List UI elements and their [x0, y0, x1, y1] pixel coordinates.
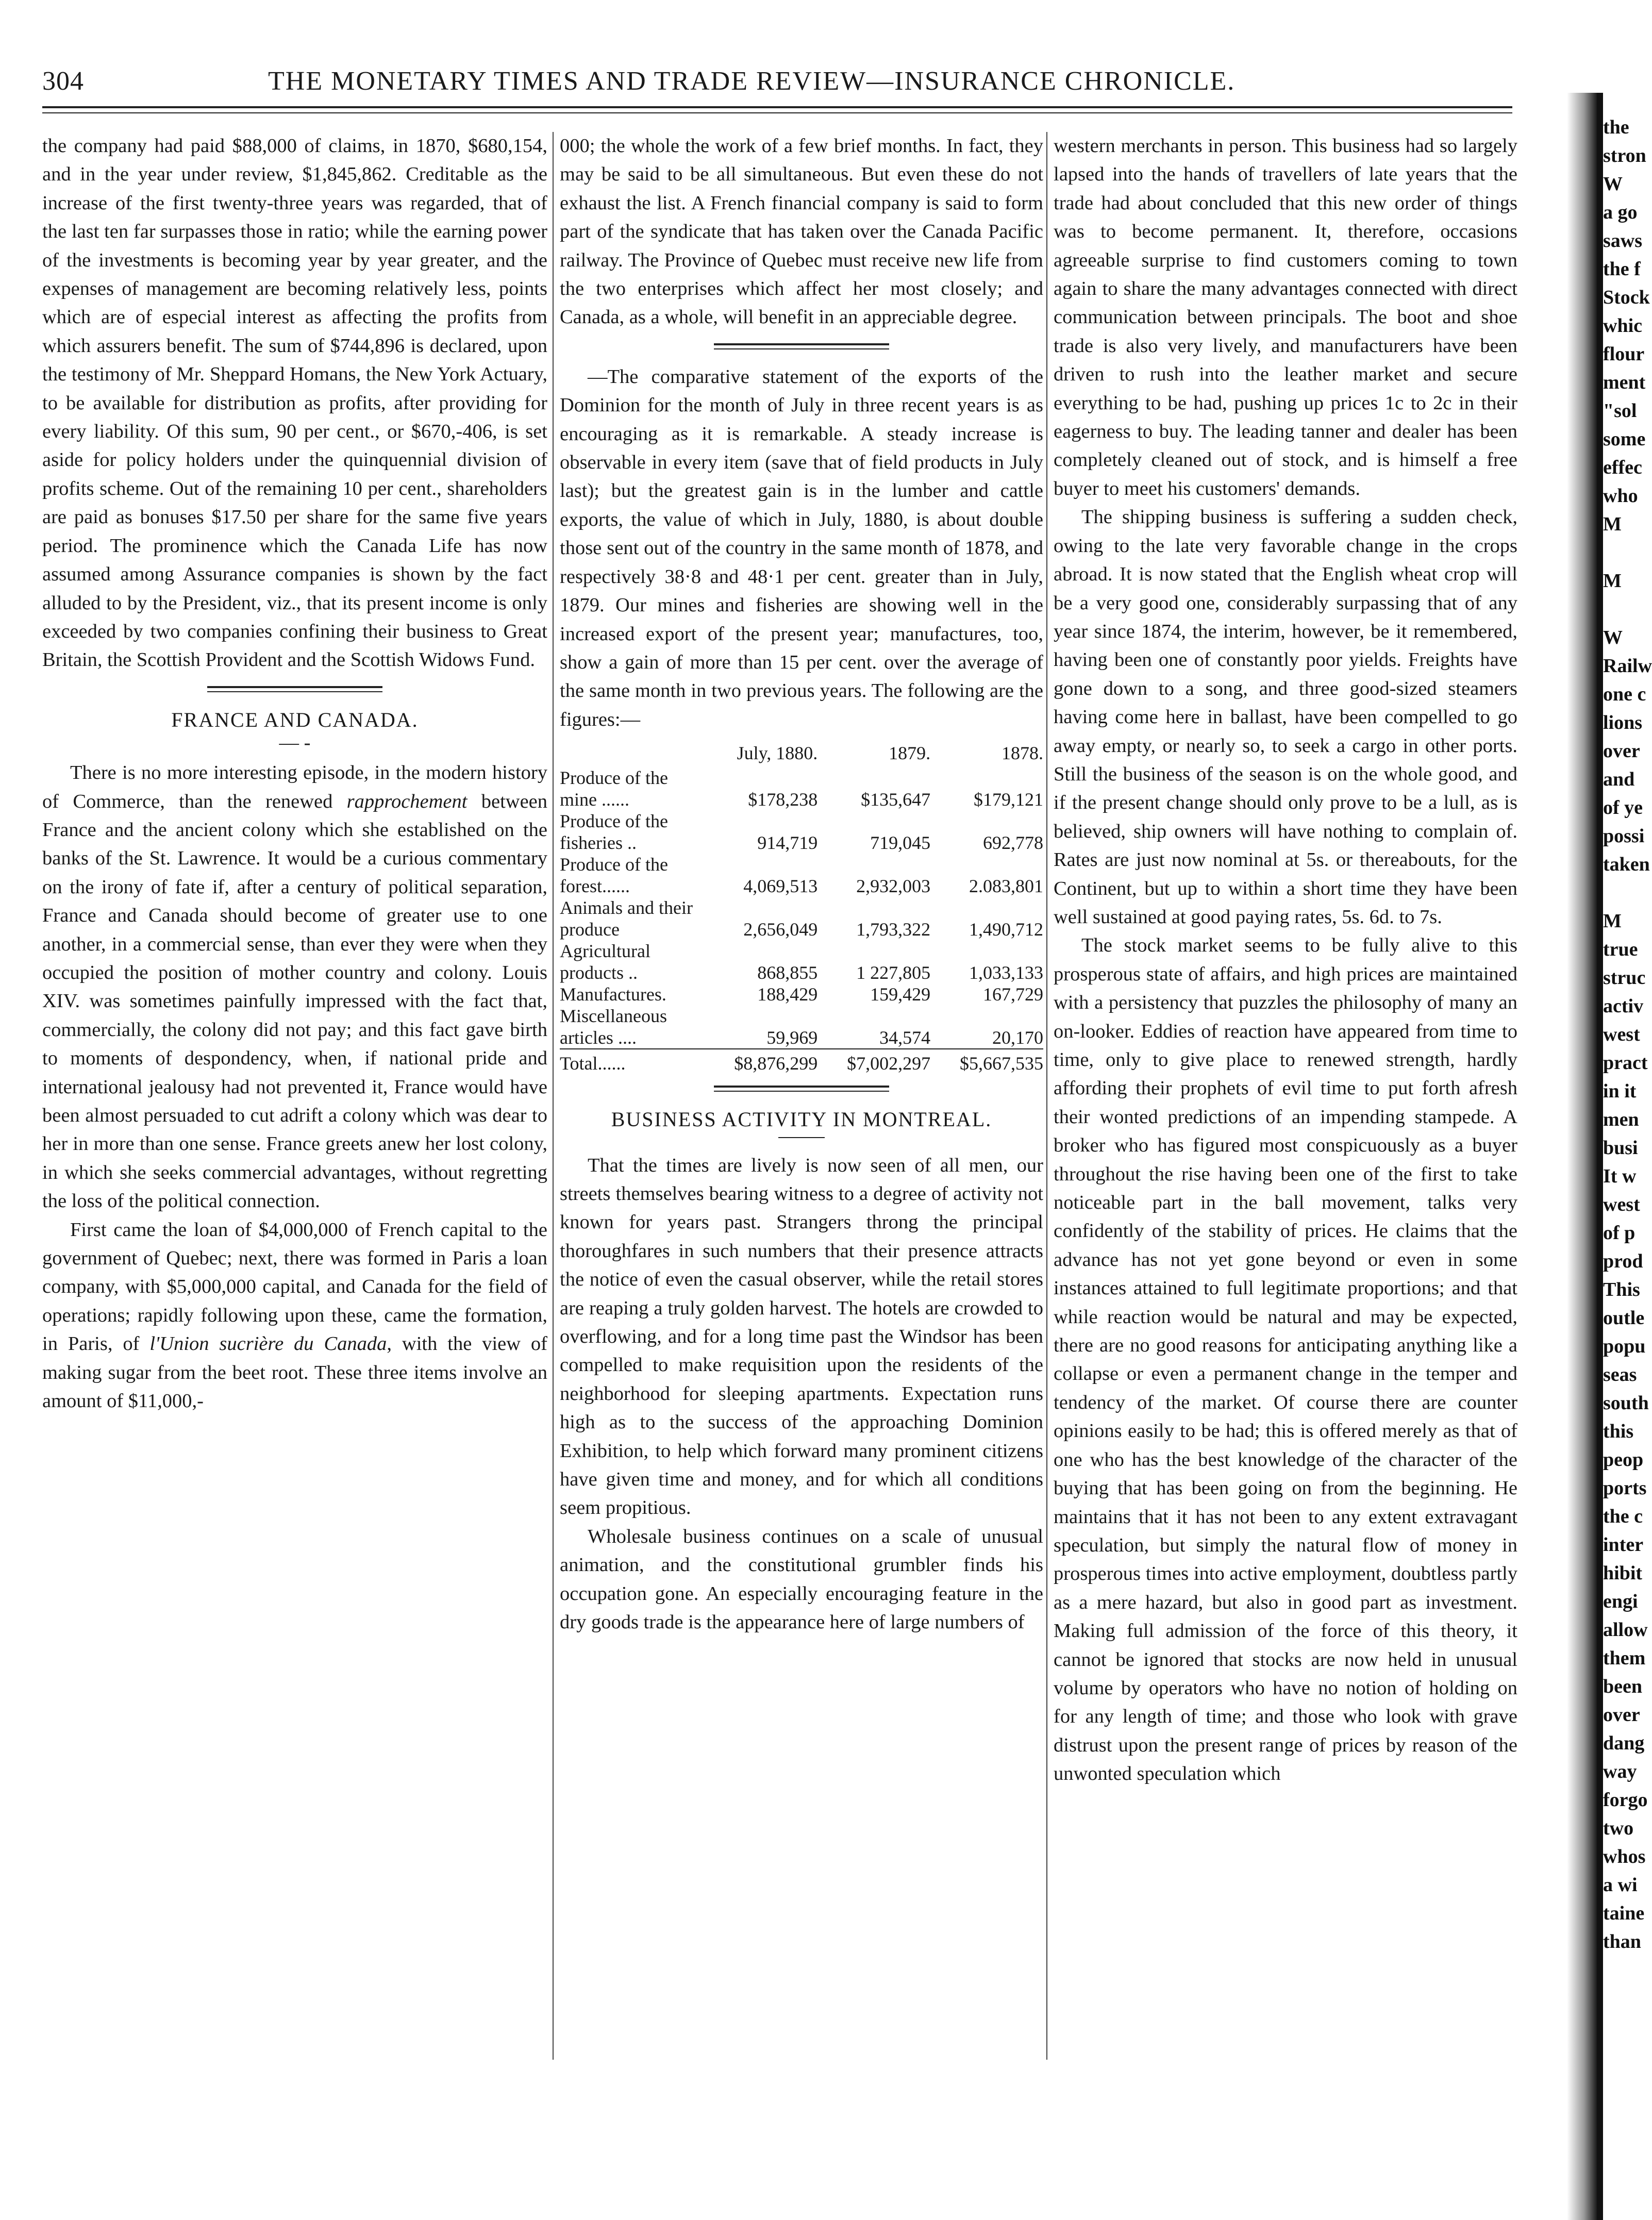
table-header-cell	[560, 742, 705, 767]
fragment-line: It w	[1603, 1165, 1637, 1187]
table-cell: Produce of the forest......	[560, 854, 668, 897]
table-cell: 1,033,133	[969, 962, 1043, 983]
fragment-line	[1603, 539, 1637, 567]
fragment-line	[1603, 595, 1637, 624]
fragment-line: whic	[1603, 315, 1642, 337]
column-rule	[553, 132, 554, 2060]
business-activity-paragraph-2: Wholesale business continues on a scale of unusual animation, and the constitutional grumbler finds his occupation gone. An especially encouraging feature in the dry goods trade is the appearance here of large numbers of	[560, 1525, 1043, 1633]
section-divider	[207, 686, 382, 692]
section-divider	[714, 1086, 889, 1092]
section-title-france-canada: FRANCE AND CANADA.	[171, 708, 419, 731]
fragment-line: M	[1603, 513, 1622, 535]
text-run: First came the loan of $4,000,000 of French capital to the government of Quebec; next, there was formed in Paris a loan company, with $5,000,000 capital, and Canada for the field of operations; rapidly following upon these, came the formation, in Paris, of	[42, 1219, 547, 1355]
fragment-line: than	[1603, 1931, 1641, 1952]
table-cell: Miscellaneous articles ....	[560, 1006, 667, 1048]
page-number: 304	[42, 66, 84, 96]
italic-term: rapprochement	[346, 790, 468, 812]
fragment-line: activ	[1603, 995, 1644, 1017]
fragment-line: engi	[1603, 1591, 1638, 1612]
total-rule-row	[560, 1049, 1043, 1053]
table-cell: 2,656,049	[743, 919, 818, 940]
table-cell: 719,045	[870, 832, 931, 854]
table-cell: 34,574	[879, 1027, 931, 1048]
fragment-line: W	[1603, 627, 1623, 648]
fragment-line: forgo	[1603, 1789, 1648, 1811]
fragment-line: inter	[1603, 1534, 1644, 1556]
table-cell: Produce of the mine ......	[560, 767, 668, 810]
fragment-line: Stock	[1603, 287, 1650, 308]
fragment-line: outle	[1603, 1307, 1645, 1329]
title-short-rule	[778, 1137, 825, 1138]
fragment-line: ports	[1603, 1477, 1647, 1499]
exports-table	[560, 742, 1043, 1074]
fragment-line: the	[1603, 116, 1629, 138]
fragment-line: a go	[1603, 202, 1638, 223]
fragment-line: been	[1603, 1676, 1642, 1697]
fragment-line: Railw	[1603, 655, 1652, 677]
fragment-line: This	[1603, 1279, 1640, 1300]
fragment-line: possi	[1603, 825, 1645, 847]
fragment-line: popu	[1603, 1336, 1646, 1357]
text-run: There is no more interesting episode, in the modern history of Commerce, than the renewed	[42, 762, 547, 812]
table-header-cell: 1879.	[889, 743, 931, 764]
fragment-line: M	[1603, 570, 1622, 592]
table-row	[560, 983, 1043, 1005]
fragment-line: west	[1603, 1194, 1640, 1215]
table-row	[560, 810, 1043, 854]
table-cell: Agricultural products ..	[560, 941, 650, 983]
fragment-line: "sol	[1603, 400, 1637, 422]
table-cell: Produce of the fisheries ..	[560, 811, 668, 854]
fragment-line: struc	[1603, 967, 1646, 989]
fragment-line: pract	[1603, 1052, 1648, 1074]
table-cell: Manufactures.	[560, 984, 666, 1005]
table-cell: 868,855	[757, 962, 818, 983]
fragment-line: over	[1603, 1704, 1640, 1726]
fragment-line: a wi	[1603, 1874, 1638, 1896]
column-1	[42, 132, 547, 1415]
table-header-cell: 1878.	[1002, 743, 1043, 764]
table-cell: 1 227,805	[856, 962, 931, 983]
fragment-line: hibit	[1603, 1562, 1643, 1584]
table-cell: 2,932,003	[856, 876, 931, 897]
fragment-line: W	[1603, 173, 1623, 195]
fragment-line: true	[1603, 939, 1638, 960]
fragment-line: busi	[1603, 1137, 1638, 1159]
stock-market-paragraph: The stock market seems to be fully alive to this prosperous state of affairs, and high prices are maintained with a persistency that puzzles the philosophy of many an on-looker. Eddies of reaction have appeared from time to time, only to give place to renewed strength, hardly affording their prophets of evil time to put forth afresh their wonted predictions of an impending stampede. A broker who has figured most conspicuously as a buyer throughout the rise having been one of the first to take noticeable part in the ball movement, talks very confidently of the stability of prices. He claims that the advance has not yet gone beyond or even in some instances attained to full legitimate proportions; and that while reaction would be natural and may be expected, there are no good reasons for anticipating anything like a collapse or even a permanent change in the temper and tendency of the market. Of course there are counter opinions easily to be had; this is offered merely as that of one who has the best knowledge of the character of the buying that has been going on from the beginning. He maintains that it has not been to any extent extravagant speculation, but simply the natural flow of money in prosperous times into active employment, doubtless partly as a mere hazard, but also in good part as investment. Making full admission of the force of this theory, it cannot be ignored that stocks are now held in unusual volume by operators who have no notion of holding on for any length of time; and those who look with grave distrust upon the present range of prices by reason of the unwonted speculation which	[1054, 934, 1517, 1785]
fragment-line: two	[1603, 1817, 1634, 1839]
text-run: , with the view of making sugar from the beet root. These three items involve an amount of $11,000,-	[42, 1333, 547, 1412]
table-row	[560, 897, 1043, 940]
fragment-line: M	[1603, 910, 1622, 932]
fragment-line: of p	[1603, 1222, 1636, 1244]
table-row	[560, 940, 1043, 983]
fragment-line: of ye	[1603, 797, 1643, 819]
running-head-title: THE MONETARY TIMES AND TRADE REVIEW—INSURANCE CHRONICLE.	[268, 66, 1236, 96]
header-rule	[42, 106, 1512, 108]
table-total-row	[560, 1053, 1043, 1074]
shipping-paragraph: The shipping business is suffering a sudden check, owing to the late very favorable change in the crops abroad. It is now stated that the English wheat crop will be a very good one, considerably surpassing that of any year since 1874, the interim, however, be it remembered, having been one of constantly poor yields. Freights have gone down to a song, and three good-sized steamers having come here in ballast, have been compelled to go away empty, or nearly so, to seek a cargo in other ports. Still the business of the season is on the whole good, and if the present change should only prove to be a lull, as is believed, ship owners will have nothing to complain of. Rates are just now nominal at 5s. or thereabouts, for the Continent, but up to within a short time they have been well sustained at good paying rates, 5s. 6d. to 7s.	[1054, 506, 1517, 928]
header-rule-thin	[42, 112, 1512, 113]
canada-life-continuation: the company had paid $88,000 of claims, in 1870, $680,154, and in the year under review, $1,845,862. Creditable as the increase of the first twenty-three years was regarded, that of the last ten far surpasses those in ratio; while the earning power of the investments is becoming year by year greater, and the expenses of management are becoming relatively less, points which are of especial interest as affecting the profits from which assurers benefit. The sum of $744,896 is declared, upon the testimony of Mr. Sheppard Homans, the New York Actuary, to be available for distribution as profits, after providing for every liability. Of this sum, 90 per cent., or $670,-406, is set aside for policy holders under the quinquennial division of profits scheme. Out of the remaining 10 per cent., shareholders are paid as bonuses $17.50 per share for the same five years period. The prominence which the Canada Life has now assumed among Assurance companies is shown by the fact alluded to by the President, viz., that its present income is only exceeded by two companies confining their business to Great Britain, the Scottish Provident and the Scottish Widows Fund.	[42, 135, 547, 671]
fragment-line: stron	[1603, 145, 1646, 166]
table-header-row	[560, 742, 1043, 767]
business-activity-continuation: western merchants in person. This business had so largely lapsed into the hands of travellers of late years that the trade had about concluded that this new order of things was to become permanent. It, therefore, occasions agreeable surprise to find customers coming to town again to share the many advantages connected with direct communication between principals. The boot and shoe trade is also very lively, and manufacturers have been driven to rush into the leather market and secure everything to be had, pushing up prices 1c to 2c in their eagerness to buy. The leading tanner and dealer has been completely cleaned out of stock, and is himself a free buyer to meet his customers' demands.	[1054, 135, 1517, 499]
fragment-line: the f	[1603, 258, 1641, 280]
fragment-line: whos	[1603, 1846, 1646, 1867]
table-cell: 188,429	[757, 984, 818, 1005]
table-cell: $5,667,535	[960, 1053, 1043, 1074]
france-canada-paragraph-1	[42, 759, 547, 1216]
table-cell: $135,647	[861, 789, 931, 810]
table-cell: 167,729	[983, 984, 1043, 1005]
section-divider	[714, 343, 889, 349]
table-cell: 4,069,513	[743, 876, 818, 897]
title-dash: — -	[279, 732, 311, 754]
fragment-line: men	[1603, 1109, 1639, 1130]
table-cell: $178,238	[748, 789, 818, 810]
binding-gutter-edge	[1597, 93, 1603, 2220]
table-cell: 914,719	[757, 832, 818, 854]
fragment-line: in it	[1603, 1080, 1637, 1102]
france-canada-continuation: 000; the whole the work of a few brief months. In fact, they may be said to be all simultaneous. But even these do not exhaust the list. A French financial company is said to form part of the syndicate that has taken over the Canada Pacific railway. The Province of Quebec must receive new life from the two enterprises which affect her most closely; and Canada, as a whole, will benefit in an appreciable degree.	[560, 135, 1043, 328]
table-cell: Animals and their produce	[560, 897, 693, 940]
fragment-line: over	[1603, 740, 1640, 762]
fragment-line: lions	[1603, 712, 1643, 733]
table-cell: $179,121	[974, 789, 1043, 810]
table-cell: 159,429	[870, 984, 931, 1005]
fragment-line: peop	[1603, 1449, 1644, 1471]
fragment-line: prod	[1603, 1250, 1643, 1272]
table-cell: $8,876,299	[734, 1053, 818, 1074]
fragment-line: who	[1603, 485, 1638, 507]
fragment-line: effec	[1603, 457, 1642, 478]
fragment-line: some	[1603, 428, 1646, 450]
table-cell: 20,170	[992, 1027, 1043, 1048]
fragment-line: dang	[1603, 1732, 1645, 1754]
fragment-line: allow	[1603, 1619, 1648, 1641]
fragment-line: the c	[1603, 1506, 1643, 1527]
text-run: between France and the ancient colony which she established on the banks of the St. Lawrence. It would be a curious commentary on the irony of fate if, after a century of political separation, France and Canada should become of greater use to one another, in a commercial sense, than ever they were when they occupied the position of mother country and colony. Louis XIV. was sometimes painfully impressed with the fact that, commercially, the colony did not pay; and this fact gave birth to moments of despondency, when, if national pride and international jealousy had not prevented it, France would have been almost persuaded to cut adrift a colony which was dear to her in more than one sense. France greets anew her lost colony, in which she seeks commercial advantages, without regretting the loss of the political connection.	[42, 790, 548, 1212]
table-row	[560, 767, 1043, 810]
italic-term: l'Union sucrière du Canada	[149, 1333, 387, 1355]
column-rule	[1046, 132, 1047, 2060]
table-header-cell: July, 1880.	[737, 743, 818, 764]
table-cell: 2.083,801	[969, 876, 1043, 897]
table-row	[560, 854, 1043, 897]
fragment-line: ment	[1603, 372, 1646, 393]
table-cell: 1,793,322	[856, 919, 931, 940]
exports-paragraph: —The comparative statement of the exports of the Dominion for the month of July in three recent years is as encouraging as it is remarkable. A steady increase is observable in every item (save that of field products in July last); but the greatest gain is in the lumber and cattle exports, the value of which in July, 1880, is about double those sent out of the country in the same month of 1878, and respectively 38·8 and 48·1 per cent. greater than in July, 1879. Our mines and fisheries are showing well in the increased export of the present year; manufactures, too, show a gain of more than 15 per cent. over the average of the same month in two previous years. The following are the figures:—	[560, 365, 1043, 730]
fragment-line: taine	[1603, 1902, 1645, 1924]
column-3	[1054, 132, 1517, 1789]
table-cell: 59,969	[766, 1027, 818, 1048]
table-cell: Total......	[560, 1053, 626, 1074]
fragment-line: and	[1603, 769, 1635, 790]
fragment-line: this	[1603, 1421, 1634, 1442]
fragment-line: them	[1603, 1647, 1646, 1669]
table-cell: 692,778	[983, 832, 1043, 854]
france-canada-paragraph-2	[42, 1216, 547, 1416]
table-row	[560, 1005, 1043, 1049]
next-page-fragment	[1603, 113, 1652, 2072]
binding-gutter-shadow	[1567, 93, 1598, 2220]
fragment-line: flour	[1603, 343, 1645, 365]
fragment-line	[1603, 879, 1637, 907]
section-title-business-activity: BUSINESS ACTIVITY IN MONTREAL.	[611, 1108, 992, 1131]
table-cell: $7,002,297	[847, 1053, 931, 1074]
fragment-line: seas	[1603, 1364, 1637, 1386]
business-activity-paragraph-1: That the times are lively is now seen of all men, our streets themselves bearing witness to a degree of activity not known for years past. Strangers throng the principal thoroughfares in such numbers that their presence attracts the notice of even the casual observer, while the retail stores are reaping a truly golden harvest. The hotels are crowded to overflowing, and for a long time past the Windsor has been compelled to make requisition upon the residents of the neighborhood for sleeping apartments. Expectation runs high as to the success of the approaching Dominion Exhibition, to help which forward many prominent citizens have given time and money, and for which all conditions seem propitious.	[560, 1154, 1043, 1519]
fragment-line: south	[1603, 1392, 1649, 1414]
fragment-line: saws	[1603, 230, 1643, 252]
fragment-line: way	[1603, 1761, 1637, 1782]
fragment-line: west	[1603, 1024, 1640, 1045]
table-cell: 1,490,712	[969, 919, 1043, 940]
fragment-line: taken	[1603, 854, 1650, 875]
column-2	[560, 132, 1043, 1637]
fragment-line: one c	[1603, 683, 1646, 705]
